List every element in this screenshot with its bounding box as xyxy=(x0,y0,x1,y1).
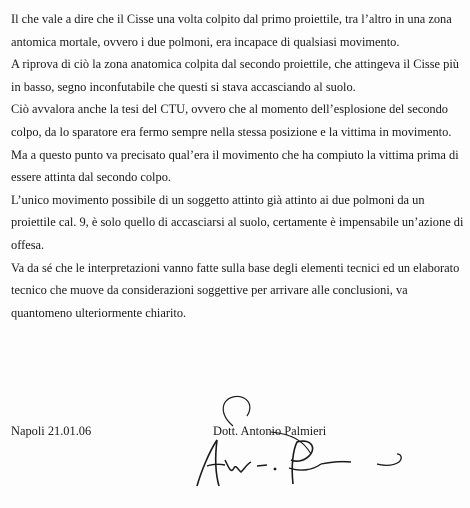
handwritten-signature xyxy=(181,394,421,504)
text-line: Ciò avvalora anche la tesi del CTU, ovvero che al momento dell’esplosione del secondo xyxy=(11,102,448,117)
text-line: offesa. xyxy=(11,237,45,252)
text-line: in basso, segno inconfutabile che questi si stava accasciando al suolo. xyxy=(11,79,356,94)
place-date: Napoli 21.01.06 xyxy=(11,424,92,438)
text-line: Ma a questo punto va precisato qual’era il movimento che ha compiuto la vittima prima di xyxy=(11,147,459,162)
text-line: Va da sé che le interpretazioni vanno fatte sulla base degli elementi tecnici ed un elaborato xyxy=(11,260,460,275)
document-footer xyxy=(11,424,467,508)
signer-name: Dott. Antonio Palmieri xyxy=(213,424,327,438)
text-line: colpo, da lo sparatore era fermo sempre nella stessa posizione e la vittima in movimento. xyxy=(11,124,452,139)
text-line: proiettile cal. 9, è solo quello di accasciarsi al suolo, certamente è impensabile un’azione di xyxy=(11,215,464,230)
text-line: L’unico movimento possibile di un soggetto attinto già attinto ai due polmoni da un xyxy=(11,192,425,207)
text-line: A riprova di ciò la zona anatomica colpita dal secondo proiettile, che attingeva il Cisse più xyxy=(11,57,459,72)
body-text xyxy=(11,8,467,324)
text-line: tecnico che muove da considerazioni soggettive per arrivare alle conclusioni, va xyxy=(11,283,408,298)
text-line: essere attinta dal secondo colpo. xyxy=(11,170,171,185)
text-line: Il che vale a dire che il Cisse una volta colpito dal primo proiettile, tra l’altro in una zona xyxy=(11,12,452,26)
text-line: antomica mortale, ovvero i due polmoni, era incapace di qualsiasi movimento. xyxy=(11,34,400,49)
text-line: quantomeno ulteriormente chiarito. xyxy=(11,305,187,320)
